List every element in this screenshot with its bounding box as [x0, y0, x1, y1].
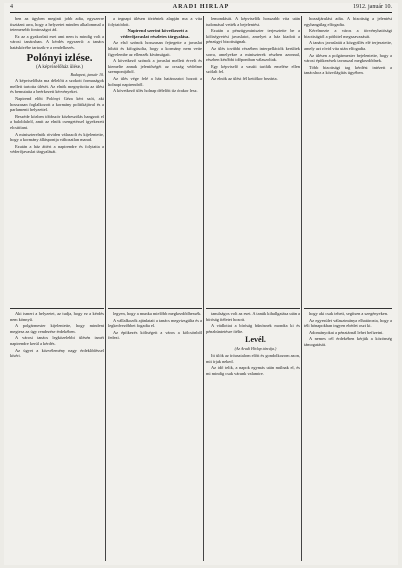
column-4: [304, 16, 392, 306]
paragraph: Beszéde közben többször közbeszólás hangzott el a baloldalról, amit az elnök csengetéssel igyekezett elcsitítani.: [10, 113, 104, 130]
section-divider: [108, 308, 202, 309]
paragraph: Az ülésen a polgármester bejelentette, hogy a városi építkezések tavasszal megkezdődnek.: [304, 52, 392, 64]
letter-subtitle: (Az Aradi Hírlap tárcája.): [234, 346, 277, 352]
paragraph: Az ülés vége felé a ház határozatot hozott a holnapi napirendről.: [108, 75, 202, 87]
letter-title: Levél.: [245, 335, 266, 345]
paragraph: Itt ülök az íróasztalom előtt és gondolkozom azon, mit írjak neked.: [206, 352, 300, 364]
newspaper-title: ARADI HIRLAP: [172, 4, 230, 10]
paragraph: A következő szónok a javaslat mellett érvelt és kiemelte annak jelentőségét az ország védelme szempontjából.: [108, 58, 202, 75]
paragraph: Az első szónok hosszasan fejtegette a javaslat hibáit és kifogásolta, hogy a kormány nem vette figyelembe az ellenzék kívánságait.: [108, 40, 202, 57]
paragraph: Egy képviselő a vasúti tarifák emelése ellen szólalt fel.: [206, 63, 300, 75]
paragraph: a tegnapi ülésen történtek alapján ma a vita folytatódott.: [108, 16, 202, 27]
article-title: Polónyi izlése.: [26, 51, 93, 64]
column-rule: [105, 16, 106, 561]
paragraph: lemondását. A képviselők hosszabb vita után tudomásul vették a bejelentést.: [206, 16, 300, 27]
paragraph: Az ülés további részében interpellációk kerültek sorra, amelyekre a miniszterek részben azonnal, részben későbbi időpontban válaszoltak.: [206, 45, 300, 63]
paragraph: Adományokat a pénztárnál lehet befizetni.: [309, 329, 384, 335]
paragraph: A következő ülés holnap délelőtt tíz órakor lesz.: [113, 88, 198, 94]
page-number: 4: [10, 4, 13, 10]
paragraph: A városi tanács legközelebbi ülésén ismét napirendre kerül a kérdés.: [10, 335, 104, 346]
section-divider: [206, 308, 300, 309]
newspaper-page: [4, 3, 398, 565]
paragraph: Az elnök az ülést fél kettőkor bezárta.: [211, 75, 278, 81]
column-3: [206, 16, 300, 306]
issue-date: 1912. január 10.: [353, 4, 392, 10]
paragraph: ben az ügyben meginti jobb adta, egyszerre tisztázni arra, hogy a helyzetet minden alkalommal a tetemesebb fontosságot ád.: [10, 16, 104, 33]
page-header: [10, 3, 392, 12]
column-1: [10, 16, 104, 306]
paragraph: Az idő telik, a napok egymás után múlnak el, és mi mindig csak várunk valamire.: [206, 365, 300, 376]
paragraph: A polgármester kijelentette, hogy mindent megtesz az ügy rendezése érdekében.: [10, 323, 104, 334]
article-subtitle: (A képviselőház ülése.): [36, 64, 83, 70]
header-rule: [10, 12, 392, 13]
paragraph: Aki ismeri a helyzetet, az tudja, hogy ez a kérdés nem könnyű.: [10, 311, 104, 322]
paragraph: A tanács javaslatát a közgyűlés elé terjesztette, amely azt rövid vita után elfogadta.: [304, 40, 392, 51]
lower-column-3: [206, 311, 300, 561]
lower-column-1: [10, 311, 104, 561]
paragraph: Ezután a pénzügyminiszter terjesztette be a költségvetési javaslatot, amelyet a ház kiadott a pénzügyi bizottságnak.: [206, 28, 300, 45]
column-2: [108, 16, 202, 306]
paragraph: Ezután a ház áttért a napirendre és folytatta a véderőjavaslat tárgyalását.: [10, 143, 104, 155]
paragraph: A nemes cél érdekében kérjük a közönség támogatását.: [304, 336, 392, 347]
paragraph: hogy aki csak teheti, segítsen a szegényeken.: [309, 311, 389, 316]
paragraph: A képviselőház ma délelőtt a szokott formaságok mellett tartotta ülését. Az elnök megnyitotta az ülést és bemutatta a beérkezett kérvényeket.: [10, 78, 104, 95]
paragraph: Az ügyet a közvélemény nagy érdeklődéssel kíséri.: [10, 347, 104, 359]
paragraph: Az egyesület választmánya elhatározta, hogy a téli hónapokban ingyen ebédet oszt ki.: [304, 317, 392, 329]
section-divider: [304, 308, 392, 309]
paragraph: Az építkezés költségeit a város a kölcsönből fedezi.: [108, 329, 202, 341]
lower-column-2: [108, 311, 202, 561]
section-heading: Napirend szerint következett a véderőjavaslat részletes tárgyalása.: [120, 28, 190, 39]
paragraph: Kérelmezte a város a törvényhatósági bizottságtól a póthitel megszavazását.: [304, 28, 392, 39]
column-rule: [203, 16, 204, 561]
section-divider: [10, 308, 104, 309]
paragraph: A miniszterelnök röviden válaszolt és kijelentette, hogy a kormány álláspontja változatlan marad.: [10, 131, 104, 143]
paragraph: A vállalkozók ajánlatait a tanács megvizsgálta és a legkedvezőbbet fogadta el.: [108, 317, 202, 329]
lower-column-4: [304, 311, 392, 561]
paragraph: tanulságos volt az eset. A tanúk kihallgatása után a bíróság ítéletet hozott.: [206, 311, 300, 322]
article-dateline: Budapest, január 10.: [70, 71, 104, 77]
paragraph: Több bizottsági tag kérdést intézett a tanácshoz a közvilágítás ügyében.: [304, 64, 392, 76]
paragraph: A vádlottat a bíróság bűnösnek mondta ki és pénzbüntetésre ítélte.: [206, 323, 300, 334]
paragraph: hozzájárulást adta. A bizottság a jelentést egyhangúlag elfogadta.: [304, 16, 392, 27]
column-rule: [301, 16, 302, 561]
paragraph: Ez az a gyakorlati eset ami nem is mindig volt a városi tanácsban. A kérdés egyszerű: a tanács hatáskörébe tartozik-e a rendelkezés.: [10, 33, 104, 50]
paragraph: legyen, hogy a munka mielőbb megkezdődhessék.: [113, 311, 202, 316]
paragraph: Napirend előtt Polónyi Géza kért szót, aki hosszasan foglalkozott a kormány politikájával és a parlamenti helyzettel.: [10, 95, 104, 113]
